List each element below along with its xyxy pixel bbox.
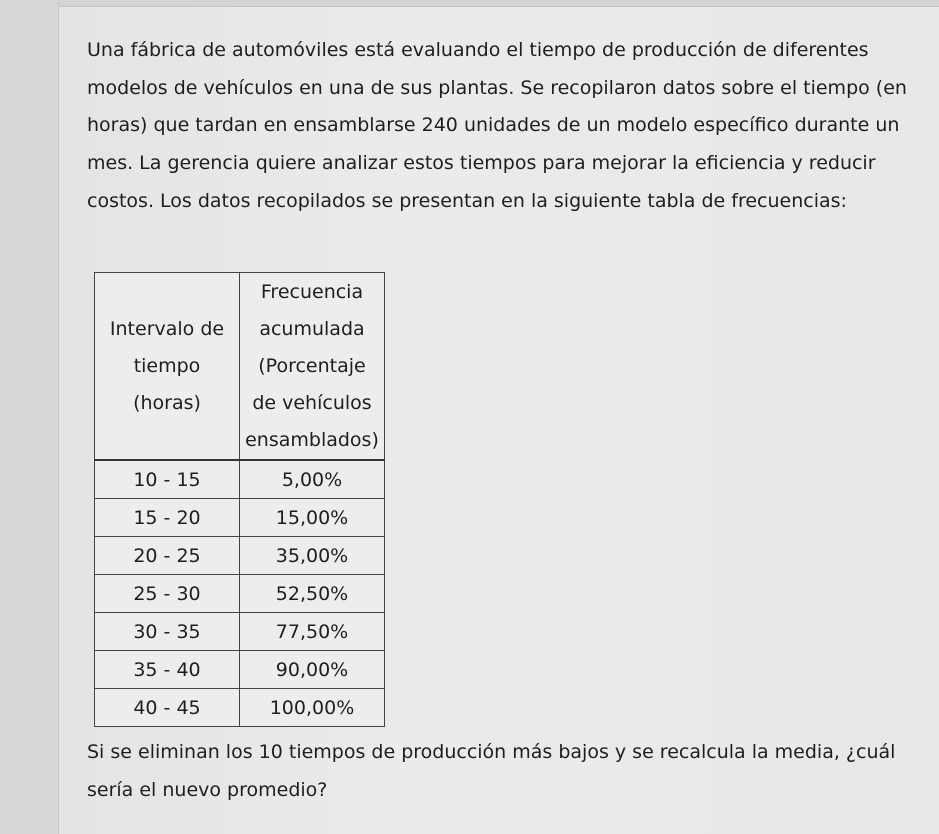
interval-cell: 40 - 45 <box>95 689 240 727</box>
header-frequency-line: Frecuencia <box>260 280 364 303</box>
question-text: Si se eliminan los 10 tiempos de producción más bajos y se recalcula la media, ¿cuál sería el nuevo promedio? <box>87 741 896 801</box>
table-row <box>95 575 385 613</box>
table-header-row <box>95 273 385 461</box>
table-row <box>95 689 385 727</box>
cumulative-percent-cell: 100,00% <box>240 689 385 727</box>
header-interval <box>95 273 240 461</box>
header-frequency-line: acumulada <box>259 317 365 340</box>
header-frequency-line: de vehículos <box>252 391 372 414</box>
cumulative-percent-cell: 52,50% <box>240 575 385 613</box>
cumulative-percent-cell: 90,00% <box>240 651 385 689</box>
table-row <box>95 460 385 499</box>
interval-cell: 15 - 20 <box>95 499 240 537</box>
document-page <box>58 0 939 834</box>
table-row <box>95 613 385 651</box>
cumulative-percent-cell: 77,50% <box>240 613 385 651</box>
table-row <box>95 651 385 689</box>
frequency-table <box>94 272 385 727</box>
page-top-edge <box>59 0 939 7</box>
interval-cell: 20 - 25 <box>95 537 240 575</box>
cumulative-percent-cell: 35,00% <box>240 537 385 575</box>
interval-cell: 30 - 35 <box>95 613 240 651</box>
cumulative-percent-cell: 5,00% <box>240 460 385 499</box>
problem-statement: Una fábrica de automóviles está evaluando el tiempo de producción de diferentes modelos de vehículos en una de sus plantas. Se recopilaron datos sobre el tiempo (en horas) que tardan en ensamblarse 240 unidades de un modelo específico durante un mes. La gerencia quiere analizar estos tiempos para mejorar la eficiencia y reducir costos. Los datos recopilados se presentan en la siguiente tabla de frecuencias: <box>87 39 907 212</box>
header-interval-line: Intervalo de <box>109 317 225 340</box>
table-row <box>95 499 385 537</box>
table-row <box>95 537 385 575</box>
interval-cell: 25 - 30 <box>95 575 240 613</box>
header-frequency-line: (Porcentaje <box>258 354 366 377</box>
header-cumulative-frequency <box>240 273 385 461</box>
interval-cell: 10 - 15 <box>95 460 240 499</box>
header-interval-line: tiempo <box>133 354 201 377</box>
header-frequency-line: ensamblados) <box>245 428 379 451</box>
cumulative-percent-cell: 15,00% <box>240 499 385 537</box>
header-interval-line: (horas) <box>133 391 201 414</box>
interval-cell: 35 - 40 <box>95 651 240 689</box>
